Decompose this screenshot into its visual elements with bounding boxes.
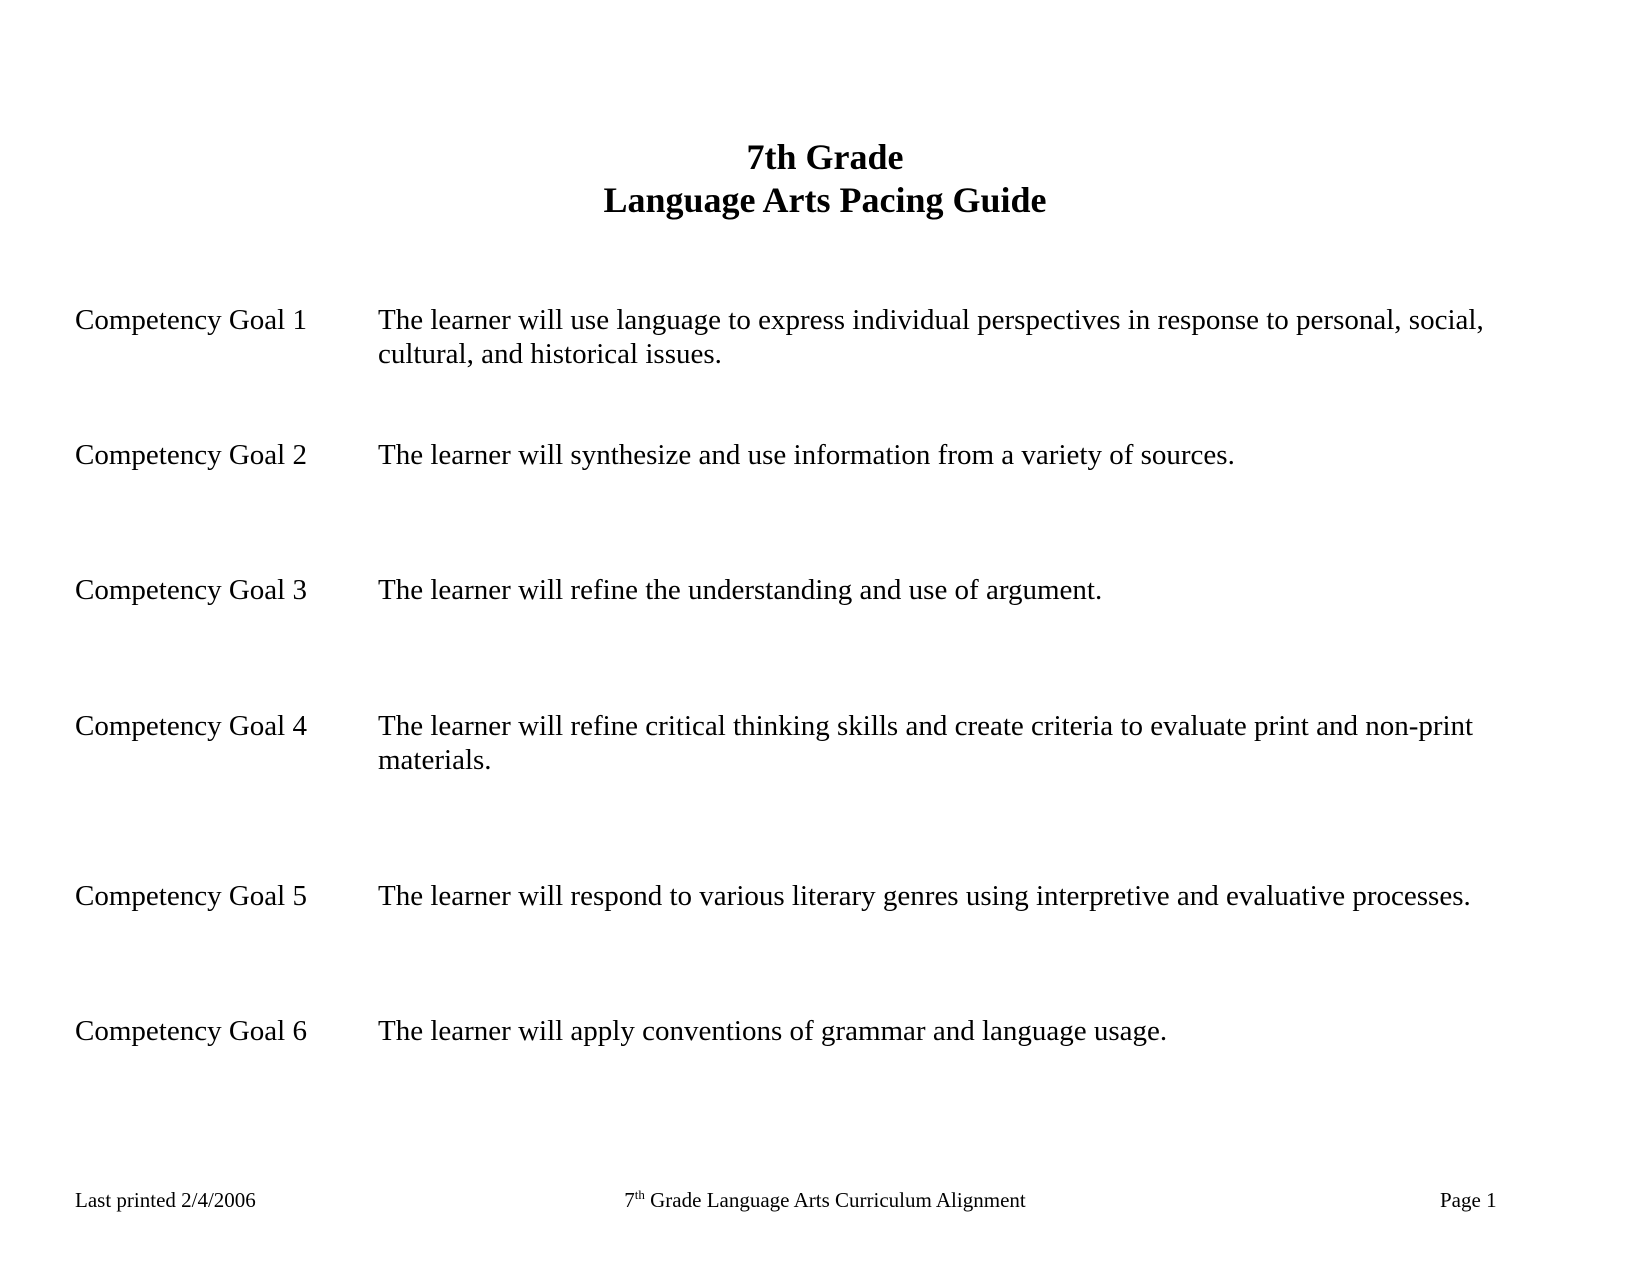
goal-description: The learner will apply conventions of grammar and language usage. xyxy=(378,1015,1168,1047)
goal-description: The learner will synthesize and use information from a variety of sources. xyxy=(378,439,1235,471)
goal-label: Competency Goal 2 xyxy=(75,439,307,471)
footer-grade-suffix: th xyxy=(634,1187,645,1202)
page-title xyxy=(0,136,1650,222)
goal-description: The learner will refine critical thinking skills and create criteria to evaluate print and non-print materials. xyxy=(378,710,1474,776)
goal-label: Competency Goal 1 xyxy=(75,304,307,336)
goal-description: The learner will respond to various literary genres using interpretive and evaluative processes. xyxy=(378,880,1471,912)
footer-document-title xyxy=(0,1188,1650,1212)
goal-label: Competency Goal 6 xyxy=(75,1015,307,1047)
goal-label: Competency Goal 4 xyxy=(75,710,307,742)
footer-page-number: Page 1 xyxy=(1440,1188,1497,1212)
title-line-guide: Language Arts Pacing Guide xyxy=(603,180,1047,220)
title-line-grade: 7th Grade xyxy=(746,137,904,177)
goal-label: Competency Goal 5 xyxy=(75,880,307,912)
footer-last-printed: Last printed 2/4/2006 xyxy=(75,1188,256,1212)
goal-description: The learner will use language to express individual perspectives in response to personal, social, cultural, and historical issues. xyxy=(378,304,1484,370)
goal-description: The learner will refine the understanding and use of argument. xyxy=(378,574,1103,606)
footer-title-text: Grade Language Arts Curriculum Alignment xyxy=(644,1188,1026,1212)
goal-label: Competency Goal 3 xyxy=(75,574,307,606)
footer-grade-number: 7 xyxy=(624,1188,635,1212)
